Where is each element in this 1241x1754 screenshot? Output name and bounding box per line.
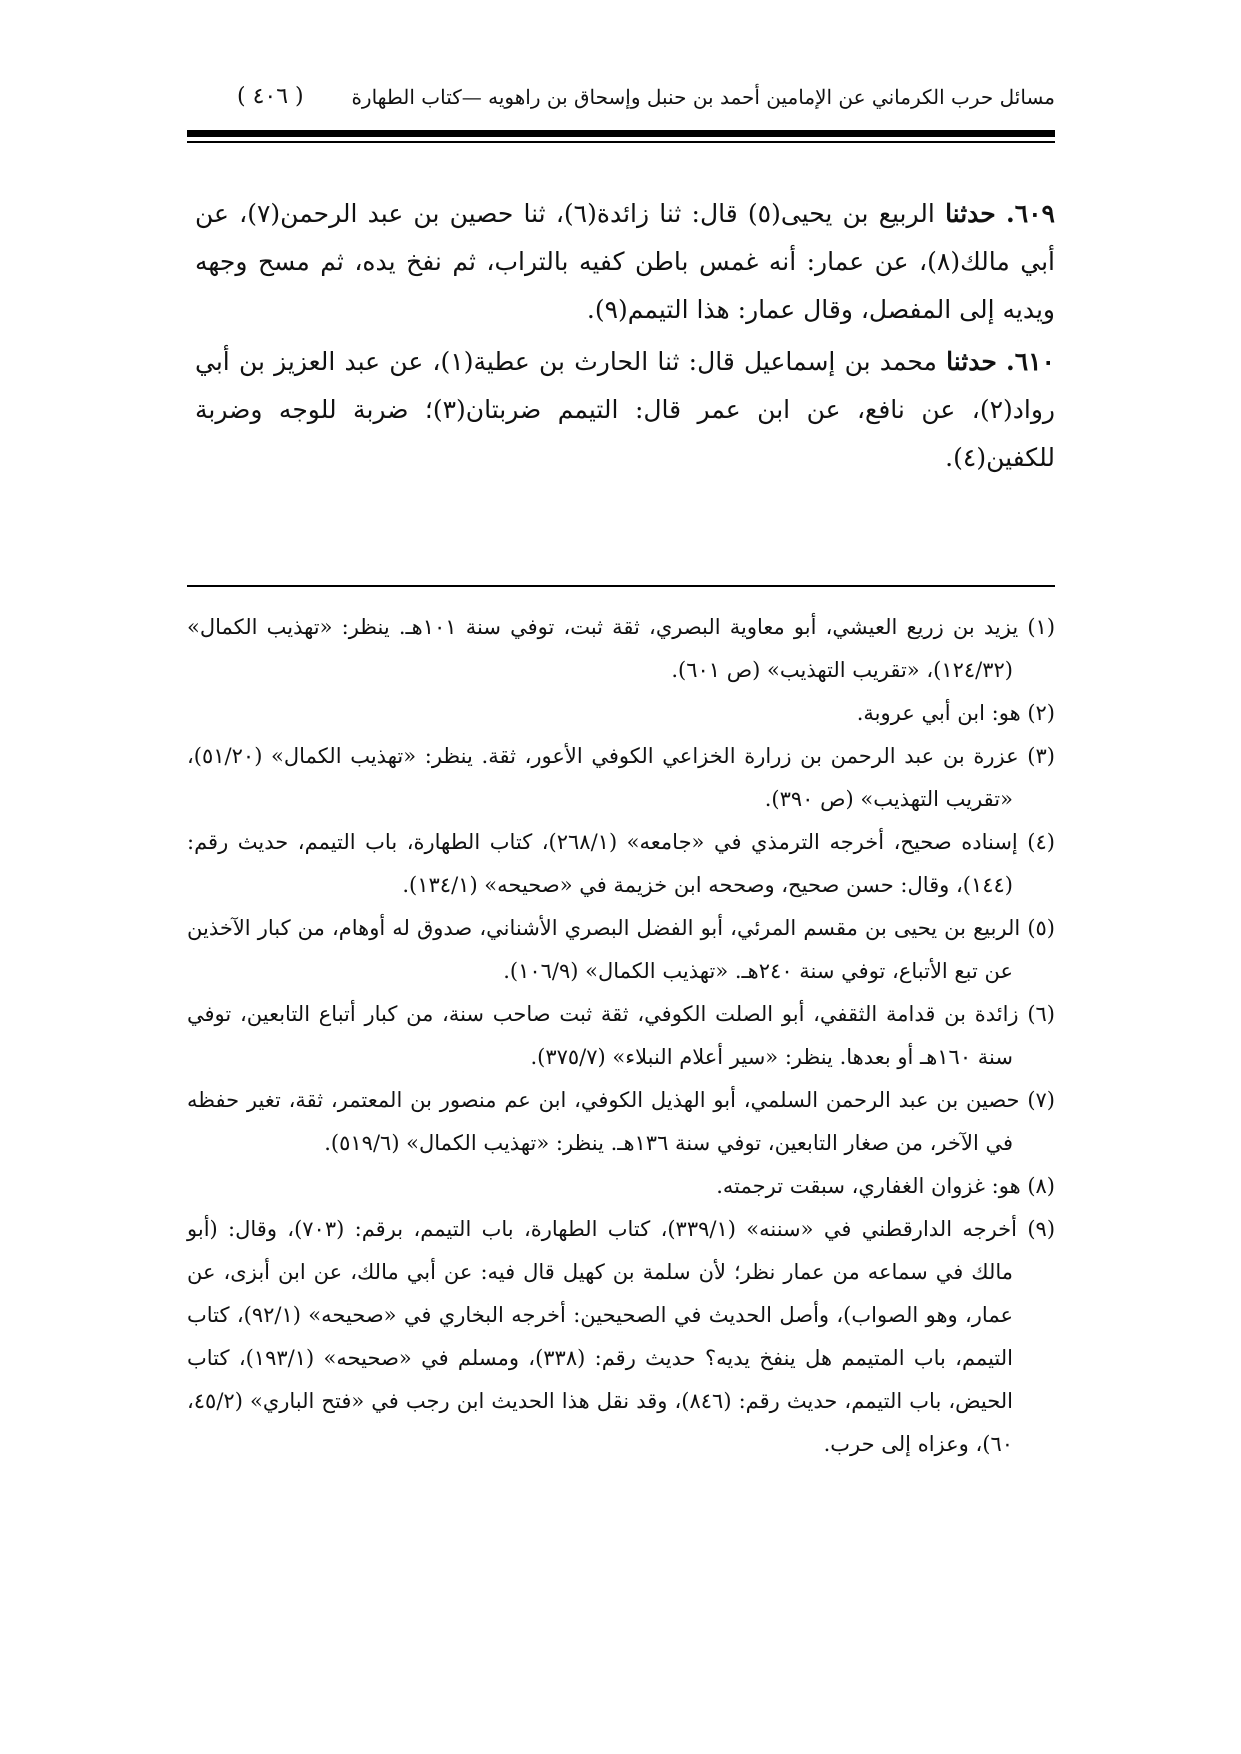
entry-609: [195, 190, 1055, 334]
entry-610: [195, 338, 1055, 482]
header-rule-thick: [187, 130, 1055, 137]
running-header: [187, 80, 1055, 120]
footnote-separator: [187, 585, 1055, 587]
footnote-6: (٦) زائدة بن قدامة الثقفي، أبو الصلت الكوفي، ثقة ثبت صاحب سنة، من كبار أتباع التابعين، توفي سنة ١٦٠هـ أو بعدها. ينظر: «سير أعلام النبلاء» (٣٧٥/٧).: [187, 1002, 1055, 1069]
footnote-2: (٢) هو: ابن أبي عروبة.: [856, 701, 1055, 725]
main-text: [195, 190, 1055, 486]
entry-text: محمد بن إسماعيل قال: ثنا الحارث بن عطية(١)، عن عبد العزيز بن أبي رواد(٢)، عن نافع، عن ابن عمر قال: التيمم ضربتان(٣)؛ ضربة للوجه وضربة للكفين(٤).: [195, 347, 1055, 472]
footnote-1: (١) يزيد بن زريع العيشي، أبو معاوية البصري، ثقة ثبت، توفي سنة ١٠١هـ. ينظر: «تهذيب الكمال» (١٢٤/٣٢)، «تقريب التهذيب» (ص ٦٠١).: [187, 615, 1056, 682]
entry-number: ٦١٠.: [1005, 347, 1055, 376]
footnote-3: (٣) عزرة بن عبد الرحمن بن زرارة الخزاعي الكوفي الأعور، ثقة. ينظر: «تهذيب الكمال» (٥١/٢٠)، «تقريب التهذيب» (ص ٣٩٠).: [187, 744, 1055, 811]
footnote-4: (٤) إسناده صحيح، أخرجه الترمذي في «جامعه» (٢٦٨/١)، كتاب الطهارة، باب التيمم، حديث رقم: (١٤٤)، وقال: حسن صحيح، وصححه ابن خزيمة في «صحيحه» (١٣٤/١).: [187, 830, 1055, 897]
page-number: ( ٤٠٦ ): [237, 84, 304, 109]
header-rule-thin: [187, 141, 1055, 143]
footnote-9: (٩) أخرجه الدارقطني في «سننه» (٣٣٩/١)، كتاب الطهارة، باب التيمم، برقم: (٧٠٣)، وقال: (أبو مالك في سماعه من عمار نظر؛ لأن سلمة بن كهيل قال فيه: عن أبي مالك، عن ابن أبزى، عن عمار، وهو الصواب)، وأصل الحديث في الصحيحين: أخرجه البخاري في «صحيحه» (٩٢/١)، كتاب التيمم، باب المتيمم هل ينفخ يديه؟ حديث رقم: (٣٣٨)، ومسلم في «صحيحه» (١٩٣/١)، كتاب الحيض، باب التيمم، حديث رقم: (٨٤٦)، وقد نقل هذا الحديث ابن رجب في «فتح الباري» (٤٥/٢، ٦٠)، وعزاه إلى حرب.: [187, 1217, 1056, 1456]
entry-text: الربيع بن يحيى(٥) قال: ثنا زائدة(٦)، ثنا حصين بن عبد الرحمن(٧)، عن أبي مالك(٨)، عن عمار: أنه غمس باطن كفيه بالتراب، ثم نفخ يده، ثم مسح وجهه ويديه إلى المفصل، وقال عمار: هذا التيمم(٩).: [195, 199, 1055, 324]
entry-keyword: حدثنا: [946, 347, 997, 376]
footnote-7: (٧) حصين بن عبد الرحمن السلمي، أبو الهذيل الكوفي، ابن عم منصور بن المعتمر، ثقة، تغير حفظه في الآخر، من صغار التابعين، توفي سنة ١٣٦هـ. ينظر: «تهذيب الكمال» (٥١٩/٦).: [187, 1088, 1055, 1155]
footnotes: [187, 606, 1055, 1466]
header-title: مسائل حرب الكرماني عن الإمامين أحمد بن حنبل وإسحاق بن راهويه —كتاب الطهارة: [351, 85, 1055, 109]
entry-number: ٦٠٩.: [1005, 199, 1055, 228]
entry-keyword: حدثنا: [945, 199, 996, 228]
footnote-5: (٥) الربيع بن يحيى بن مقسم المرئي، أبو الفضل البصري الأشناني، صدوق له أوهام، من كبار الآخذين عن تبع الأتباع، توفي سنة ٢٤٠هـ. «تهذيب الكمال» (١٠٦/٩).: [187, 916, 1055, 983]
footnote-8: (٨) هو: غزوان الغفاري، سبقت ترجمته.: [716, 1174, 1055, 1198]
